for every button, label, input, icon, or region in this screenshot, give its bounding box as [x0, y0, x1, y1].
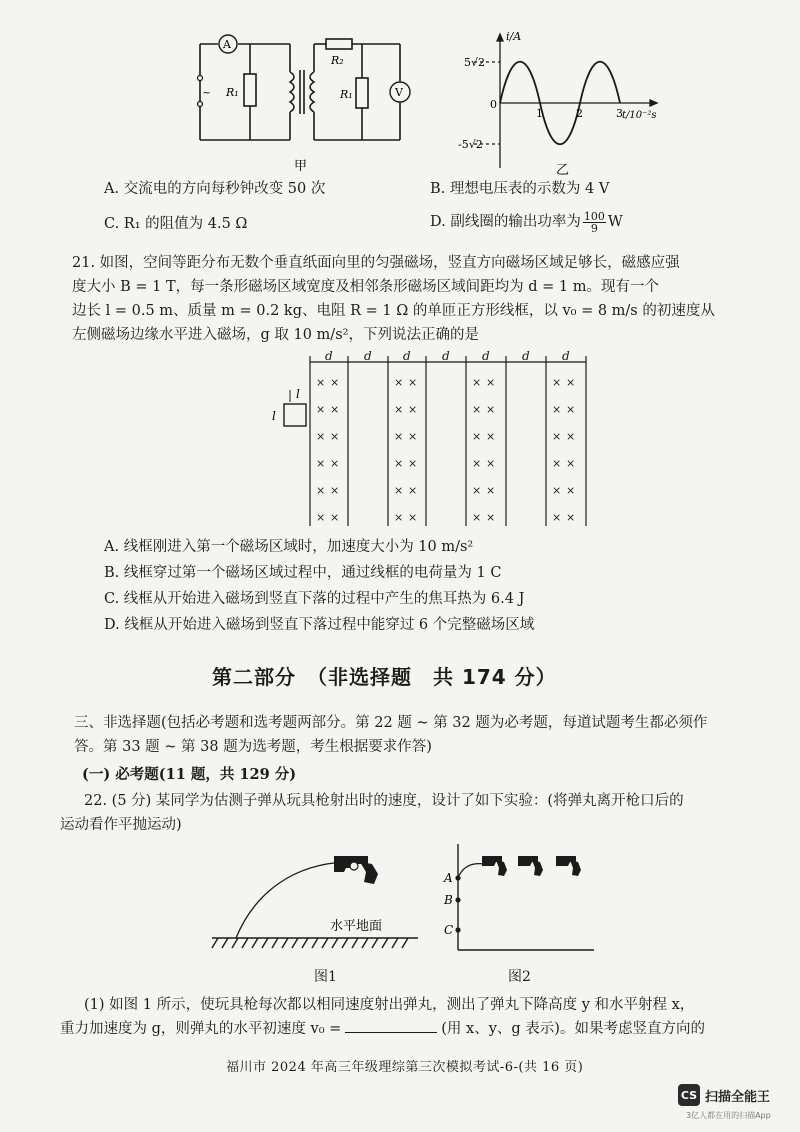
field-cross: × [316, 484, 326, 497]
figure-1 [206, 840, 426, 965]
side-label-top: l [296, 387, 300, 401]
ground-hatch-mark [322, 938, 328, 948]
ground-hatch-mark [382, 938, 388, 948]
section3-line-2: 答。第 33 题 ~ 第 38 题为选考题，考生根据要求作答) [74, 739, 432, 755]
ground-hatch-mark [292, 938, 298, 948]
voltmeter-label: V [395, 86, 403, 99]
field-cross: × [486, 484, 496, 497]
answer-blank [345, 1018, 437, 1033]
field-cross: × [472, 484, 482, 497]
y-max-label: 5√2 [464, 56, 486, 69]
q21-line-3: 边长 l = 0.5 m、质量 m = 0.2 kg、电阻 R = 1 Ω 的单匝正方形线框，以 v₀ = 8 m/s 的初速度从 [72, 303, 715, 319]
field-cross: × [566, 511, 576, 524]
q22-line-1: 22. (5 分) 某同学为估测子弹从玩具枪射出时的速度，设计了如下实验：(将弹丸离开枪口后的 [84, 793, 684, 809]
field-cross: × [408, 484, 418, 497]
current-graph [452, 28, 677, 178]
field-cross: × [316, 376, 326, 389]
q20-option-b: B. 理想电压表的示数为 4 V [430, 181, 610, 197]
part2-title: 第二部分 （非选择题 共 174 分） [212, 665, 557, 689]
tick-3: 3 [616, 107, 623, 120]
q20-option-d [430, 206, 623, 238]
fraction-numerator: 100 [583, 209, 605, 223]
graph-caption: 乙 [556, 163, 570, 178]
field-cross: × [566, 376, 576, 389]
ground-hatch-mark [362, 938, 368, 948]
field-cross: × [330, 484, 340, 497]
ground-hatch-mark [262, 938, 268, 948]
field-cross: × [330, 457, 340, 470]
ground-label: 水平地面 [330, 919, 383, 934]
scanner-watermark [678, 1084, 770, 1106]
field-cross: × [330, 430, 340, 443]
gap-width-label: d [442, 350, 450, 363]
figure-1-caption: 图1 [314, 969, 337, 985]
q20-option-c: C. R₁ 的阻值为 4.5 Ω [104, 216, 248, 232]
gap-width-label: d [403, 350, 411, 363]
field-cross: × [552, 457, 562, 470]
gap-width-label: d [482, 350, 490, 363]
ground-hatch-mark [312, 938, 318, 948]
field-cross: × [316, 511, 326, 524]
field-cross: × [472, 376, 482, 389]
scanner-app-name: 扫描全能王 [705, 1089, 771, 1105]
q21-option-c: C. 线框从开始进入磁场到竖直下落的过程中产生的焦耳热为 6.4 J [104, 591, 525, 607]
scanner-tagline: 3亿人都在用的扫描App [686, 1111, 771, 1120]
ground-hatch-mark [252, 938, 258, 948]
ground-hatch-mark [242, 938, 248, 948]
field-cross: × [394, 376, 404, 389]
toy-gun-icon [556, 856, 581, 876]
field-cross: × [408, 376, 418, 389]
field-cross: × [394, 403, 404, 416]
y-min-label: -5√2 [458, 138, 483, 151]
ground-hatch-mark [232, 938, 238, 948]
section3-line-1: 三、非选择题(包括必考题和选考题两部分。第 22 题 ~ 第 32 题为必考题，每道试题考生都必须作 [74, 715, 708, 731]
origin-label: 0 [490, 98, 497, 111]
field-cross: × [552, 403, 562, 416]
field-cross: × [566, 484, 576, 497]
field-cross: × [330, 511, 340, 524]
ground-hatch-mark [212, 938, 218, 948]
r1-left-label: R₁ [226, 86, 239, 99]
fraction-denominator: 9 [590, 221, 598, 235]
figure-2-caption: 图2 [508, 969, 531, 985]
toy-gun-icon [334, 856, 378, 884]
tick-2: 2 [576, 107, 583, 120]
side-label-left: l [272, 409, 276, 423]
field-cross: × [486, 376, 496, 389]
field-cross: × [566, 430, 576, 443]
magnetic-field-figure [268, 350, 608, 532]
field-cross: × [552, 376, 562, 389]
field-cross: × [394, 511, 404, 524]
q22-part1-text-a: 重力加速度为 g，则弹丸的水平初速度 v₀ = [60, 1021, 342, 1037]
q21-line-1: 21. 如图，空间等距分布无数个垂直纸面向里的匀强磁场，竖直方向磁场区域足够长，磁感应强 [72, 255, 680, 271]
r1-right-label: R₁ [340, 88, 353, 101]
ground-hatch-mark [372, 938, 378, 948]
field-cross: × [408, 403, 418, 416]
field-cross: × [472, 430, 482, 443]
page-footer: 福川市 2024 年高三年级理综第三次模拟考试-6-(共 16 页) [226, 1060, 584, 1075]
field-cross: × [486, 457, 496, 470]
q22-part1-text-b: (用 x、y、g 表示)。如果考虑竖直方向的 [441, 1021, 705, 1037]
field-cross: × [566, 457, 576, 470]
r2-label: R₂ [331, 54, 344, 67]
q21-option-b: B. 线框穿过第一个磁场区域过程中，通过线框的电荷量为 1 C [104, 565, 502, 581]
circuit-caption: 甲 [294, 159, 308, 174]
gap-width-label: d [522, 350, 530, 363]
y-axis-label: i/A [506, 30, 522, 43]
q21-option-d: D. 线框从开始进入磁场到竖直下落过程中能穿过 6 个完整磁场区域 [104, 617, 535, 633]
q20-option-a: A. 交流电的方向每秒钟改变 50 次 [104, 181, 326, 197]
point-c-label: C [444, 923, 454, 937]
scanner-logo-icon: CS [678, 1084, 700, 1106]
circuit-diagram [190, 30, 420, 175]
ground-hatch-mark [392, 938, 398, 948]
ground-hatch-mark [342, 938, 348, 948]
ground-hatch-mark [402, 938, 408, 948]
field-cross: × [472, 511, 482, 524]
section3-subtitle: (一) 必考题(11 题，共 129 分) [82, 766, 297, 783]
field-cross: × [566, 403, 576, 416]
toy-gun-icon [482, 856, 507, 876]
field-cross: × [486, 511, 496, 524]
field-cross: × [394, 457, 404, 470]
figure-2 [438, 840, 598, 965]
tick-1: 1 [536, 107, 543, 120]
field-cross: × [472, 457, 482, 470]
field-cross: × [330, 376, 340, 389]
q20-option-d-prefix: D. 副线圈的输出功率为 [430, 214, 581, 230]
q22-part1-line-2 [60, 1018, 705, 1040]
field-cross: × [316, 430, 326, 443]
field-cross: × [552, 511, 562, 524]
fraction [583, 211, 606, 234]
ground-hatch-mark [352, 938, 358, 948]
field-cross: × [472, 403, 482, 416]
ammeter-label: A [223, 38, 231, 51]
ground-hatch-mark [282, 938, 288, 948]
ground-hatch-mark [302, 938, 308, 948]
field-cross: × [486, 403, 496, 416]
field-cross: × [486, 430, 496, 443]
gap-width-label: d [325, 350, 333, 363]
q20-option-d-unit: W [607, 214, 623, 230]
ground-hatch-mark [222, 938, 228, 948]
q21-line-4: 左侧磁场边缘水平进入磁场，g 取 10 m/s²，下列说法正确的是 [72, 327, 479, 343]
ground-hatch-mark [272, 938, 278, 948]
field-cross: × [408, 457, 418, 470]
x-axis-label: t/10⁻²s [622, 110, 657, 121]
field-cross: × [316, 403, 326, 416]
gap-width-label: d [364, 350, 372, 363]
ground-hatch-mark [332, 938, 338, 948]
field-cross: × [394, 430, 404, 443]
field-cross: × [408, 511, 418, 524]
q22-part1-line-1: (1) 如图 1 所示，使玩具枪每次都以相同速度射出弹丸，测出了弹丸下降高度 y 和水平射程 x， [84, 997, 695, 1013]
q21-option-a: A. 线框刚进入第一个磁场区域时，加速度大小为 10 m/s² [104, 539, 474, 555]
field-cross: × [552, 430, 562, 443]
toy-gun-icon [518, 856, 543, 876]
q22-line-2: 运动看作平抛运动) [60, 817, 182, 833]
field-cross: × [394, 484, 404, 497]
gap-width-label: d [562, 350, 570, 363]
q21-line-2: 度大小 B = 1 T，每一条形磁场区域宽度及相邻条形磁场区域间距均为 d = 1 m。现有一个 [72, 279, 659, 295]
field-cross: × [408, 430, 418, 443]
field-cross: × [330, 403, 340, 416]
svg-text:~: ~ [202, 86, 212, 99]
field-cross: × [316, 457, 326, 470]
point-a-label: A [444, 871, 453, 885]
field-cross: × [552, 484, 562, 497]
point-b-label: B [444, 893, 453, 907]
